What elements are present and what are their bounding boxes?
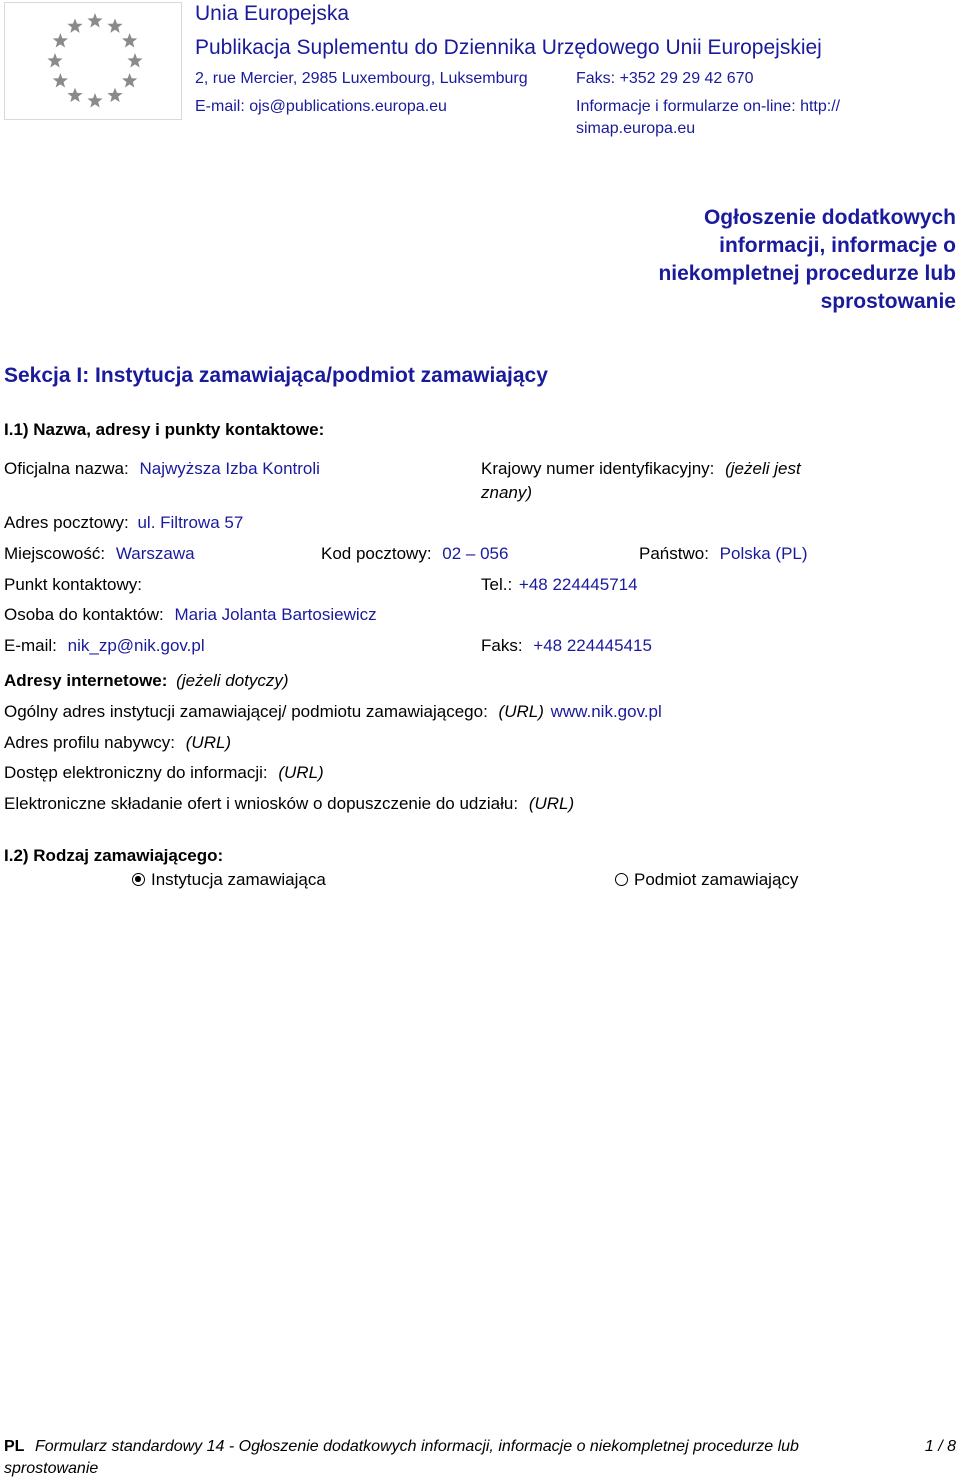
title-line: niekompletnej procedurze lub [658, 262, 956, 285]
star-icon [67, 88, 82, 102]
section-title: Sekcja I: Instytucja zamawiająca/podmiot zamawiający [4, 364, 548, 387]
title-line: sprostowanie [820, 290, 956, 313]
postal-label: Adres pocztowy: [4, 513, 129, 532]
postcode-label: Kod pocztowy: [321, 544, 432, 563]
publisher-email: E-mail: ojs@publications.europa.eu [195, 98, 447, 115]
radio-option-label: Instytucja zamawiająca [151, 870, 326, 889]
org-name: Unia Europejska [195, 2, 350, 25]
eu-stars-icon [5, 3, 181, 119]
url-tag: (URL) [278, 763, 324, 782]
national-id-note: (jeżeli jest [725, 459, 801, 478]
star-icon [47, 53, 62, 67]
postal-value: ul. Filtrowa 57 [137, 513, 244, 532]
country-value: Polska (PL) [719, 544, 808, 563]
postcode-value: 02 – 056 [442, 544, 509, 563]
national-id-note-cont: znany) [481, 483, 533, 502]
star-icon [67, 18, 82, 32]
online-info-line2: simap.europa.eu [576, 120, 696, 137]
contact-person-value: Maria Jolanta Bartosiewicz [174, 605, 377, 624]
radio-option-label: Podmiot zamawiający [634, 870, 799, 889]
fax-label: Faks: [481, 636, 523, 655]
radio-option-contracting-entity[interactable] [615, 870, 798, 890]
page-number: 1 / 8 [924, 1438, 956, 1455]
star-icon [53, 73, 68, 87]
footer-form-name: Formularz standardowy 14 - Ogłoszenie dodatkowych informacji, informacje o niekompletnej procedurze lub [35, 1438, 799, 1455]
subsection-title: I.1) Nazwa, adresy i punkty kontaktowe: [4, 420, 325, 439]
email-row [4, 636, 205, 656]
internet-addresses-row [4, 671, 289, 691]
title-line: informacji, informacje o [719, 234, 956, 257]
national-id-label: Krajowy numer identyfikacyjny: [481, 459, 715, 478]
buyer-profile-label: Adres profilu nabywcy: [4, 733, 176, 752]
eu-flag-logo [4, 2, 182, 120]
radio-unchecked-icon[interactable] [615, 873, 628, 886]
star-icon [107, 88, 122, 102]
title-line: Ogłoszenie dodatkowych [703, 206, 956, 229]
postcode-row [321, 544, 508, 564]
star-icon [127, 53, 142, 67]
official-name-label: Oficjalna nazwa: [4, 459, 129, 478]
star-icon [122, 33, 137, 47]
publisher-fax: Faks: +352 29 29 42 670 [576, 70, 754, 87]
footer-lang: PL [4, 1438, 25, 1455]
official-name-row [4, 459, 320, 479]
fax-value: +48 224445415 [533, 636, 652, 655]
email-value[interactable]: nik_zp@nik.gov.pl [67, 636, 205, 655]
email-label: E-mail: [4, 636, 57, 655]
online-info-line1: Informacje i formularze on-line: http:// [576, 98, 841, 115]
radio-checked-icon[interactable] [132, 873, 145, 886]
tel-row [481, 575, 638, 595]
star-icon [87, 93, 102, 107]
contact-person-label: Osoba do kontaktów: [4, 605, 164, 624]
electronic-submission-label: Elektroniczne składanie ofert i wniosków o dopuszczenie do udziału: [4, 794, 519, 813]
radio-option-contracting-authority[interactable] [132, 870, 326, 890]
country-row [639, 544, 808, 564]
contracting-type-title: I.2) Rodzaj zamawiającego: [4, 846, 224, 865]
official-name-value: Najwyższa Izba Kontroli [139, 459, 320, 478]
country-label: Państwo: [639, 544, 709, 563]
electronic-access-row [4, 763, 324, 783]
footer-form-name-cont: sprostowanie [4, 1460, 99, 1477]
tel-label: Tel.: [481, 575, 513, 594]
general-url-link[interactable]: www.nik.gov.pl [550, 702, 662, 721]
star-icon [122, 73, 137, 87]
url-tag: (URL) [498, 702, 544, 721]
contact-person-row [4, 605, 377, 625]
internet-label: Adresy internetowe: [4, 671, 168, 690]
general-url-row [4, 702, 662, 722]
publisher-address: 2, rue Mercier, 2985 Luxembourg, Luksemburg [195, 70, 528, 87]
buyer-profile-row [4, 733, 231, 753]
internet-note: (jeżeli dotyczy) [176, 671, 289, 690]
url-tag: (URL) [185, 733, 232, 752]
star-icon [53, 33, 68, 47]
postal-address-row [4, 513, 243, 533]
electronic-access-label: Dostęp elektroniczny do informacji: [4, 763, 268, 782]
url-tag: (URL) [528, 794, 575, 813]
city-row [4, 544, 195, 564]
contact-point-label: Punkt kontaktowy: [4, 575, 142, 594]
city-value: Warszawa [115, 544, 195, 563]
city-label: Miejscowość: [4, 544, 106, 563]
star-icon [87, 13, 102, 27]
fax-row [481, 636, 652, 656]
document-title [596, 204, 956, 316]
electronic-submission-row [4, 794, 574, 814]
general-url-label: Ogólny adres instytucji zamawiającej/ podmiotu zamawiającego: [4, 702, 488, 721]
star-icon [107, 18, 122, 32]
national-id-row [481, 459, 801, 479]
tel-value: +48 224445714 [518, 575, 638, 594]
publication-title: Publikacja Suplementu do Dziennika Urzędowego Unii Europejskiej [195, 36, 822, 59]
